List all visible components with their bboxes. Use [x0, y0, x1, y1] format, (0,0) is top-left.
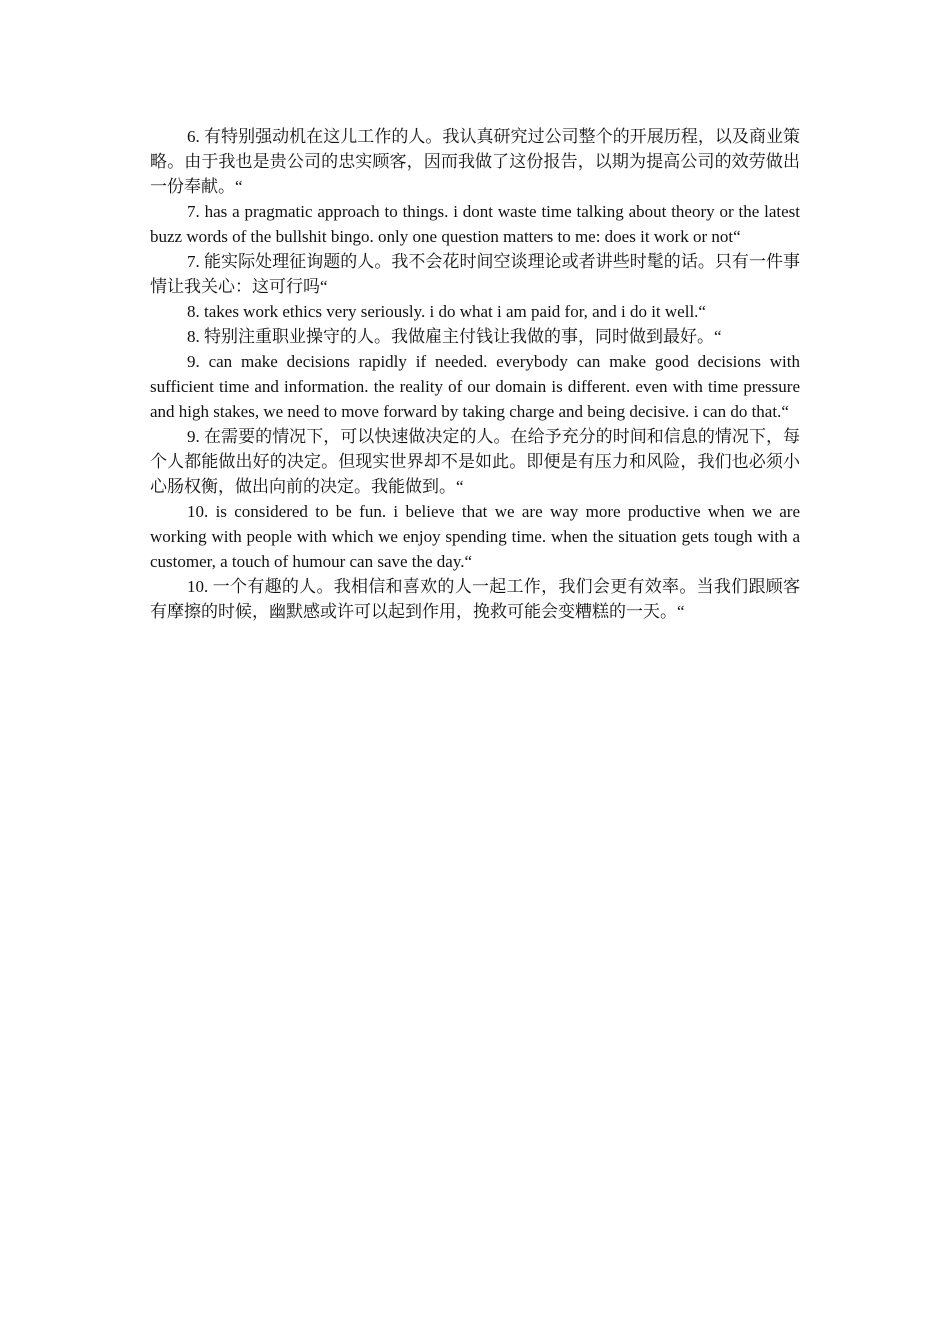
paragraph-10-zh: 10. 一个有趣的人。我相信和喜欢的人一起工作，我们会更有效率。当我们跟顾客有摩擦的时候，幽默感或许可以起到作用，挽救可能会变糟糕的一天。“	[150, 577, 800, 621]
paragraph-10-en: 10. is considered to be fun. i believe that we are way more productive when we are working with people with which we enjoy spending time. when the situation gets tough with a customer, a touch of humour can save the day.“	[150, 502, 800, 571]
paragraph-9-zh: 9. 在需要的情况下，可以快速做决定的人。在给予充分的时间和信息的情况下，每个人都能做出好的决定。但现实世界却不是如此。即便是有压力和风险，我们也必须小心肠权衡，做出向前的决定。我能做到。“	[150, 427, 800, 496]
paragraph-7-zh: 7. 能实际处理征询题的人。我不会花时间空谈理论或者讲些时髦的话。只有一件事情让我关心：这可行吗“	[150, 252, 800, 296]
paragraph-8-zh: 8. 特别注重职业操守的人。我做雇主付钱让我做的事，同时做到最好。“	[187, 327, 722, 346]
paragraph-9-en: 9. can make decisions rapidly if needed. everybody can make good decisions with sufficient time and information. the reality of our domain is different. even with time pressure and high stakes, we need to move forward by taking charge and being decisive. i can do that.“	[150, 352, 800, 421]
paragraph-8-en: 8. takes work ethics very seriously. i do what i am paid for, and i do it well.“	[187, 302, 706, 321]
paragraph-6-zh: 6. 有特别强动机在这儿工作的人。我认真研究过公司整个的开展历程，以及商业策略。由于我也是贵公司的忠实顾客，因而我做了这份报告，以期为提高公司的效劳做出一份奉献。“	[150, 127, 800, 196]
document-body	[150, 124, 800, 624]
paragraph-7-en: 7. has a pragmatic approach to things. i dont waste time talking about theory or the latest buzz words of the bullshit bingo. only one question matters to me: does it work or not“	[150, 202, 800, 246]
